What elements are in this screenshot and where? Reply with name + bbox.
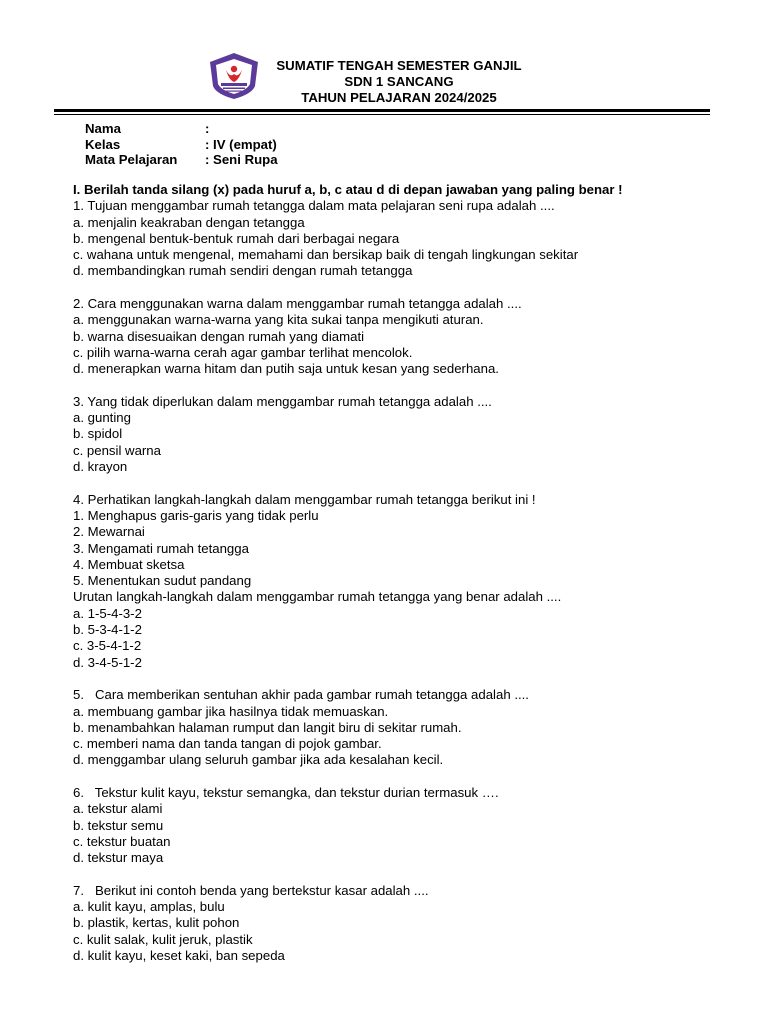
question-line: a. 1-5-4-3-2 bbox=[73, 605, 142, 621]
identity-label: Kelas bbox=[85, 136, 121, 152]
identity-label: Nama bbox=[85, 121, 121, 136]
question-spacer bbox=[73, 378, 713, 394]
question-line: c. tekstur buatan bbox=[73, 833, 171, 849]
question-line: a. menjalin keakraban dengan tetangga bbox=[73, 214, 305, 230]
question-spacer bbox=[73, 280, 713, 296]
header-rule-thin bbox=[54, 114, 710, 115]
question-text: 1. Tujuan menggambar rumah tetangga dalam mata pelajaran seni rupa adalah .... bbox=[73, 198, 555, 214]
question-4 bbox=[73, 492, 713, 671]
question-section bbox=[73, 182, 713, 964]
question-1 bbox=[73, 198, 713, 279]
header-rule-thick bbox=[54, 109, 710, 112]
exam-title-line-1: SUMATIF TENGAH SEMESTER GANJIL bbox=[276, 58, 522, 73]
question-spacer bbox=[73, 475, 713, 491]
identity-label: Mata Pelajaran bbox=[85, 152, 178, 167]
question-line: a. tekstur alami bbox=[73, 801, 163, 817]
question-line: 4. Membuat sketsa bbox=[73, 556, 185, 572]
question-text: 2. Cara menggunakan warna dalam menggambar rumah tetangga adalah .... bbox=[73, 296, 522, 312]
question-line: d. membandingkan rumah sendiri dengan rumah tetangga bbox=[73, 263, 413, 279]
question-line: d. 3-4-5-1-2 bbox=[73, 654, 142, 670]
question-5 bbox=[73, 687, 713, 768]
question-line: c. kulit salak, kulit jeruk, plastik bbox=[73, 931, 253, 947]
question-2 bbox=[73, 296, 713, 377]
question-line: 1. Menghapus garis-garis yang tidak perlu bbox=[73, 507, 319, 523]
identity-value: : Seni Rupa bbox=[205, 152, 278, 167]
identity-row-nama bbox=[85, 121, 278, 137]
identity-value: : IV (empat) bbox=[205, 136, 277, 152]
question-line: c. 3-5-4-1-2 bbox=[73, 638, 142, 654]
question-line: 5. Menentukan sudut pandang bbox=[73, 573, 252, 589]
question-text: 6. Tekstur kulit kayu, tekstur semangka, dan tekstur durian termasuk …. bbox=[73, 784, 499, 800]
question-line: a. membuang gambar jika hasilnya tidak memuaskan. bbox=[73, 703, 389, 719]
student-identity bbox=[85, 121, 278, 168]
question-line: Urutan langkah-langkah dalam menggambar rumah tetangga yang benar adalah .... bbox=[73, 589, 562, 605]
question-line: 3. Mengamati rumah tetangga bbox=[73, 540, 249, 556]
question-line: 2. Mewarnai bbox=[73, 524, 145, 540]
question-spacer bbox=[73, 769, 713, 785]
question-line: c. memberi nama dan tanda tangan di pojok gambar. bbox=[73, 736, 382, 752]
question-line: b. menambahkan halaman rumput dan langit biru di sekitar rumah. bbox=[73, 719, 462, 735]
question-line: c. pensil warna bbox=[73, 442, 161, 458]
question-spacer bbox=[73, 671, 713, 687]
question-text: 4. Perhatikan langkah-langkah dalam menggambar rumah tetangga berikut ini ! bbox=[73, 491, 536, 507]
question-line: b. warna disesuaikan dengan rumah yang diamati bbox=[73, 328, 365, 344]
question-text: 7. Berikut ini contoh benda yang bertekstur kasar adalah .... bbox=[73, 882, 429, 898]
identity-row-mapel bbox=[85, 152, 278, 168]
question-line: d. menggambar ulang seluruh gambar jika ada kesalahan kecil. bbox=[73, 752, 444, 768]
question-line: b. plastik, kertas, kulit pohon bbox=[73, 915, 240, 931]
question-3 bbox=[73, 394, 713, 475]
question-line: d. kulit kayu, keset kaki, ban sepeda bbox=[73, 947, 285, 963]
question-line: b. spidol bbox=[73, 426, 123, 442]
instruction-text: I. Berilah tanda silang (x) pada huruf a, b, c atau d di depan jawaban yang paling benar ! bbox=[73, 182, 623, 197]
question-6 bbox=[73, 785, 713, 866]
question-text: 5. Cara memberikan sentuhan akhir pada gambar rumah tetangga adalah .... bbox=[73, 687, 529, 703]
question-line: b. 5-3-4-1-2 bbox=[73, 622, 142, 638]
question-7 bbox=[73, 883, 713, 964]
question-line: c. pilih warna-warna cerah agar gambar terlihat mencolok. bbox=[73, 344, 413, 360]
exam-title bbox=[0, 58, 768, 106]
question-line: b. tekstur semu bbox=[73, 817, 164, 833]
exam-title-line-2: SDN 1 SANCANG bbox=[344, 74, 454, 89]
question-line: d. tekstur maya bbox=[73, 850, 164, 866]
question-line: d. krayon bbox=[73, 459, 128, 475]
question-line: c. wahana untuk mengenal, memahami dan bersikap baik di tengah lingkungan sekitar bbox=[73, 247, 579, 263]
exam-header bbox=[0, 52, 768, 104]
identity-row-kelas bbox=[85, 137, 278, 153]
exam-title-line-3: TAHUN PELAJARAN 2024/2025 bbox=[301, 90, 497, 105]
question-line: b. mengenal bentuk-bentuk rumah dari berbagai negara bbox=[73, 230, 400, 246]
question-line: a. gunting bbox=[73, 410, 131, 426]
question-line: a. menggunakan warna-warna yang kita sukai tanpa mengikuti aturan. bbox=[73, 312, 484, 328]
question-spacer bbox=[73, 866, 713, 882]
question-text: 3. Yang tidak diperlukan dalam menggambar rumah tetangga adalah .... bbox=[73, 393, 492, 409]
question-line: a. kulit kayu, amplas, bulu bbox=[73, 899, 225, 915]
question-line: d. menerapkan warna hitam dan putih saja untuk kesan yang sederhana. bbox=[73, 361, 499, 377]
identity-value: : bbox=[205, 121, 210, 136]
